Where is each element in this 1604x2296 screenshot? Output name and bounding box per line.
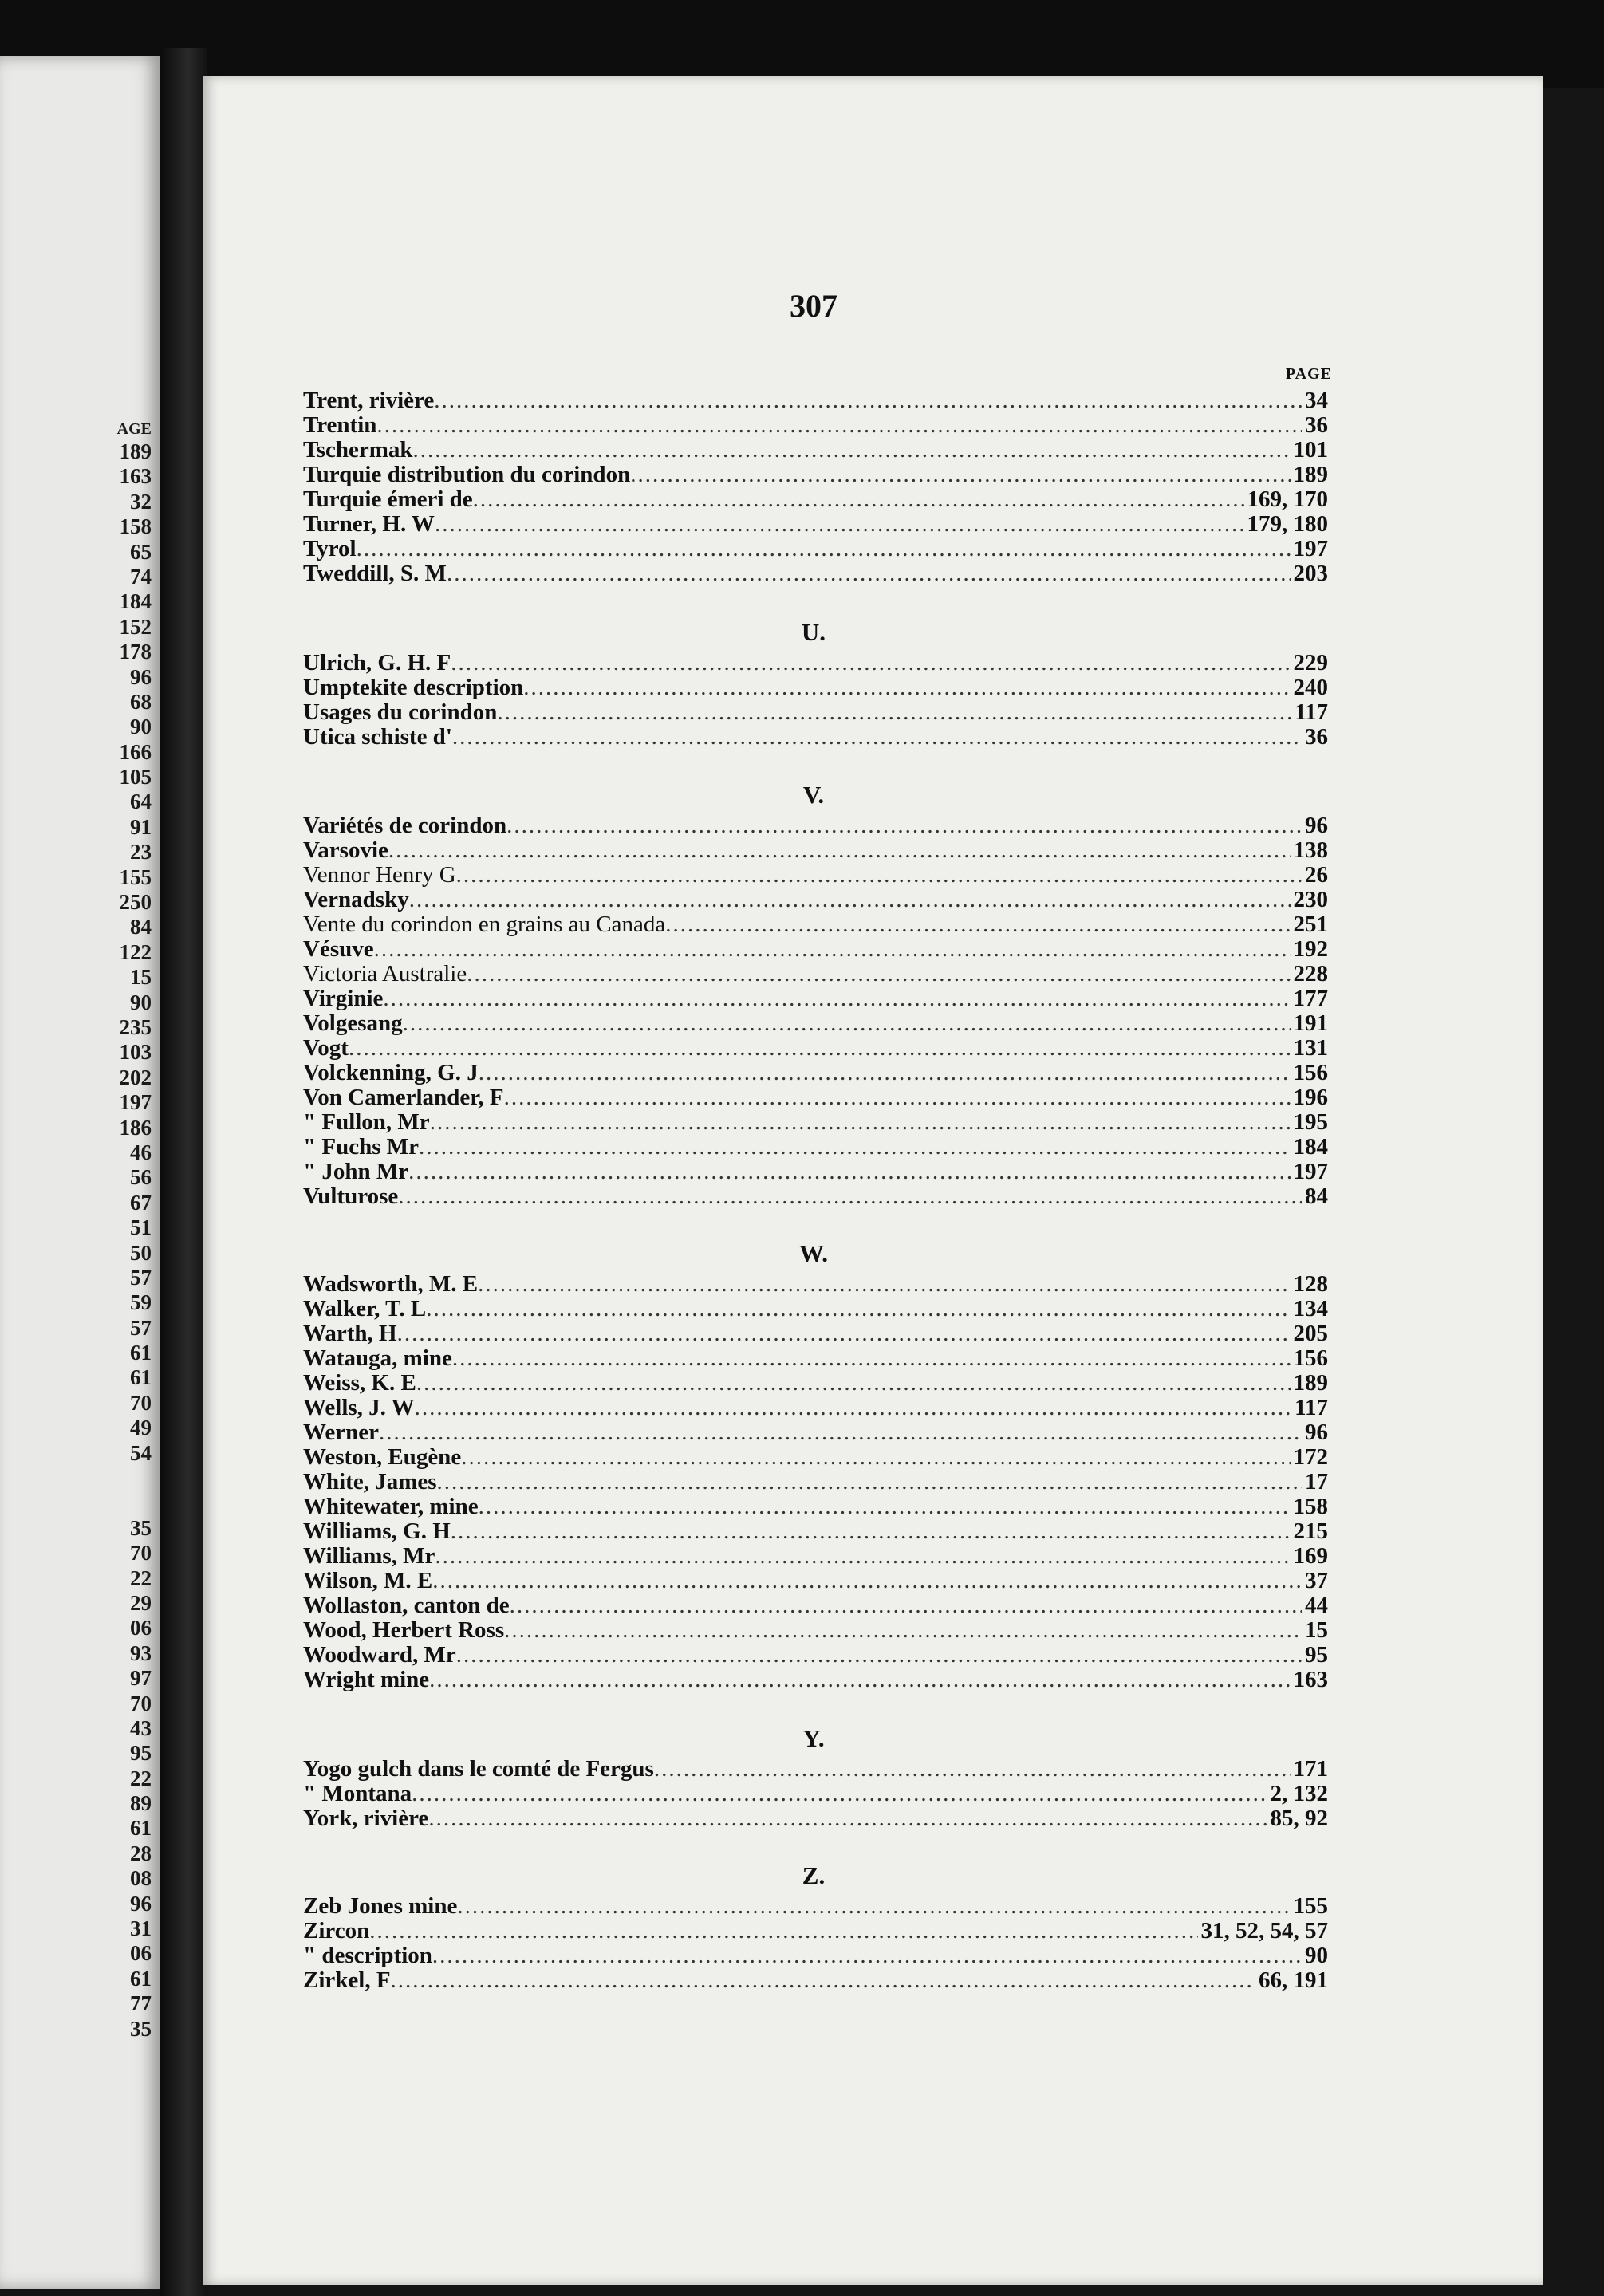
index-entry (303, 937, 1328, 962)
left-page-number: 235 (119, 1014, 152, 1039)
index-entry (303, 1396, 1328, 1420)
left-page-number: 105 (119, 765, 152, 790)
left-page-number: 57 (130, 1265, 152, 1290)
left-page-number: 35 (130, 2016, 152, 2041)
index-entry (303, 1968, 1328, 1993)
left-page-number: 15 (130, 965, 152, 990)
section-letter: U. (801, 618, 826, 646)
entry-page: 156 (1293, 1060, 1328, 1085)
entry-page: 31, 52, 54, 57 (1200, 1918, 1328, 1944)
entry-label: Whitewater, mine (303, 1494, 479, 1519)
entry-page: 36 (1305, 724, 1328, 750)
dot-leader (409, 888, 1291, 912)
entry-label: Vente du corindon en grains au Canada (303, 912, 666, 937)
index-entry (303, 1643, 1328, 1668)
index-entry (303, 561, 1328, 586)
left-page-number: 90 (130, 990, 152, 1014)
dot-leader (397, 1321, 1291, 1346)
entry-page: 169 (1293, 1543, 1328, 1569)
left-page-number: 23 (130, 840, 152, 864)
left-page-number: 22 (130, 1766, 152, 1790)
entry-page: 197 (1293, 536, 1328, 561)
left-page-number: 77 (130, 1991, 152, 2016)
left-page-number: 74 (130, 564, 152, 589)
entry-label: Werner (303, 1420, 380, 1445)
entry-label: Vernadsky (303, 887, 409, 912)
left-page-header: AGE (116, 420, 152, 438)
left-page-number: 189 (119, 439, 152, 463)
entry-page: 156 (1293, 1345, 1328, 1371)
left-page-number: 103 (119, 1040, 152, 1065)
left-page-number: 29 (130, 1590, 152, 1615)
index-entry (303, 1495, 1328, 1519)
index-entry (303, 1011, 1328, 1036)
dot-leader (379, 1420, 1302, 1445)
entry-label: Warth, H (303, 1321, 397, 1346)
left-page-number: 35 (130, 1515, 152, 1540)
index-entry (303, 1160, 1328, 1184)
entry-page: 195 (1293, 1109, 1328, 1135)
index-entry (303, 1894, 1328, 1919)
entry-page: 205 (1293, 1321, 1328, 1346)
dot-leader (467, 962, 1290, 987)
entry-label: Wood, Herbert Ross (303, 1617, 505, 1643)
dot-leader (630, 463, 1290, 487)
dot-leader (497, 700, 1291, 725)
dot-leader (456, 863, 1302, 888)
entry-page: 172 (1293, 1444, 1328, 1470)
entry-label: Trentin (303, 412, 377, 438)
entry-page: 36 (1305, 412, 1328, 438)
entry-page: 163 (1293, 1667, 1328, 1692)
left-page-number: 90 (130, 715, 152, 739)
entry-label: Wells, J. W (303, 1395, 415, 1420)
left-page-number: 68 (130, 689, 152, 714)
entry-label: Variétés de corindon (303, 813, 507, 838)
entry-label: Williams, G. H (303, 1518, 451, 1544)
entry-page: 215 (1293, 1518, 1328, 1544)
dot-leader (506, 813, 1302, 838)
index-entry (303, 962, 1328, 987)
dot-leader (403, 1011, 1291, 1036)
dot-leader (504, 1085, 1291, 1110)
dot-leader (391, 1968, 1255, 1993)
entry-label: Wilson, M. E (303, 1568, 433, 1593)
left-page-number: 91 (130, 814, 152, 839)
entry-page: 2, 132 (1270, 1781, 1328, 1806)
dot-leader (479, 1061, 1291, 1085)
index-entry (303, 1061, 1328, 1085)
index-entry (303, 1782, 1328, 1806)
entry-page: 131 (1293, 1035, 1328, 1061)
left-page-number: 61 (130, 1365, 152, 1390)
left-page-number: 178 (119, 640, 152, 664)
dot-leader (426, 1297, 1290, 1321)
entry-page: 117 (1295, 699, 1328, 725)
dot-leader (434, 388, 1302, 413)
dot-leader (430, 1110, 1291, 1135)
dot-leader (376, 413, 1302, 438)
index-entry (303, 1272, 1328, 1297)
left-page-number: 51 (130, 1215, 152, 1240)
entry-label: Von Camerlander, F (303, 1085, 504, 1110)
entry-label: Zeb Jones mine (303, 1893, 458, 1919)
left-page-number: 32 (130, 489, 152, 514)
left-page-number: 08 (130, 1866, 152, 1891)
dot-leader (383, 987, 1290, 1011)
left-page-number: 70 (130, 1390, 152, 1415)
left-page-number: 96 (130, 1891, 152, 1916)
entry-page: 230 (1293, 887, 1328, 912)
left-page-number: 89 (130, 1791, 152, 1816)
entry-label: Turner, H. W (303, 511, 435, 537)
entry-page: 189 (1293, 462, 1328, 487)
left-page-number: 152 (119, 614, 152, 639)
index-entry (303, 463, 1328, 487)
index-entry (303, 1757, 1328, 1782)
left-page-number: 31 (130, 1916, 152, 1941)
dot-leader (357, 537, 1291, 561)
left-page-number: 49 (130, 1416, 152, 1440)
left-page-number: 56 (130, 1165, 152, 1190)
index-entry (303, 1569, 1328, 1593)
entry-page: 158 (1293, 1494, 1328, 1519)
entry-label: Turquie émeri de (303, 486, 473, 512)
dot-leader (457, 1894, 1290, 1919)
dot-leader (451, 651, 1290, 675)
dot-leader (473, 487, 1244, 512)
entry-label: Vulturose (303, 1183, 399, 1209)
entry-label: Tschermak (303, 437, 413, 463)
dot-leader (452, 1346, 1291, 1371)
left-page-number: 122 (119, 939, 152, 964)
index-entry (303, 912, 1328, 937)
entry-label: Weiss, K. E (303, 1370, 416, 1396)
index-entry (303, 1944, 1328, 1968)
left-page-number: 163 (119, 464, 152, 489)
left-page-number: 46 (130, 1140, 152, 1164)
entry-page: 155 (1293, 1893, 1328, 1919)
dot-leader (478, 1272, 1290, 1297)
left-page-number: 54 (130, 1440, 152, 1465)
entry-page: 228 (1293, 961, 1328, 987)
entry-label: Trent, rivière (303, 388, 435, 413)
entry-label: Utica schiste d' (303, 724, 452, 750)
dot-leader (452, 725, 1302, 750)
left-page-number: 65 (130, 539, 152, 564)
entry-page: 34 (1305, 388, 1328, 413)
index-entry (303, 725, 1328, 750)
left-page-number: 250 (119, 890, 152, 915)
left-page-number: 50 (130, 1240, 152, 1265)
entry-label: " description (303, 1943, 432, 1968)
entry-page: 128 (1293, 1271, 1328, 1297)
index-entry (303, 863, 1328, 888)
section-letter: Z. (802, 1861, 826, 1889)
index-entry (303, 537, 1328, 561)
entry-page: 26 (1305, 862, 1328, 888)
dot-leader (432, 1569, 1302, 1593)
index-entry (303, 1806, 1328, 1831)
index-entry (303, 1135, 1328, 1160)
index-entry (303, 1618, 1328, 1643)
index-entry (303, 1544, 1328, 1569)
left-page-number: 57 (130, 1315, 152, 1340)
entry-page: 96 (1305, 813, 1328, 838)
left-page-number: 61 (130, 1341, 152, 1365)
entry-label: Vésuve (303, 936, 374, 962)
entry-page: 44 (1305, 1593, 1328, 1618)
left-page-number: 06 (130, 1941, 152, 1966)
dot-leader (428, 1806, 1267, 1831)
left-page-number: 61 (130, 1816, 152, 1841)
dot-leader (415, 1396, 1291, 1420)
entry-page: 85, 92 (1270, 1806, 1328, 1831)
left-page-number: 22 (130, 1565, 152, 1590)
entry-page: 196 (1293, 1085, 1328, 1110)
index-entry (303, 1593, 1328, 1618)
index-entry (303, 651, 1328, 675)
entry-label: White, James (303, 1469, 437, 1495)
entry-page: 191 (1293, 1010, 1328, 1036)
section-letter: W. (799, 1239, 828, 1267)
index-entry (303, 1919, 1328, 1944)
left-page-number: 93 (130, 1640, 152, 1665)
index-entry (303, 888, 1328, 912)
dot-leader (369, 1919, 1197, 1944)
left-page-number: 67 (130, 1190, 152, 1215)
entry-label: Zircon (303, 1918, 370, 1944)
dot-leader (429, 1668, 1290, 1692)
index-entry (303, 700, 1328, 725)
entry-label: Wadsworth, M. E (303, 1271, 479, 1297)
index-entry (303, 1297, 1328, 1321)
entry-page: 203 (1293, 561, 1328, 586)
dot-leader (523, 675, 1290, 700)
index-entry (303, 1519, 1328, 1544)
entry-page: 138 (1293, 837, 1328, 863)
index-entry (303, 813, 1328, 838)
entry-label: Watauga, mine (303, 1345, 452, 1371)
entry-page: 15 (1305, 1617, 1328, 1643)
dot-leader (374, 937, 1291, 962)
entry-label: " John Mr (303, 1159, 409, 1184)
left-page-number: 59 (130, 1290, 152, 1315)
entry-page: 84 (1305, 1183, 1328, 1209)
dot-leader (412, 1782, 1267, 1806)
dot-leader (419, 1135, 1291, 1160)
index-entry (303, 512, 1328, 537)
index-entry (303, 487, 1328, 512)
entry-page: 184 (1293, 1134, 1328, 1160)
entry-page: 197 (1293, 1159, 1328, 1184)
entry-label: Wollaston, canton de (303, 1593, 510, 1618)
dot-leader (447, 561, 1291, 586)
dot-leader (388, 838, 1291, 863)
left-page-number: 61 (130, 1966, 152, 1991)
dot-leader (437, 1470, 1302, 1495)
entry-page: 240 (1293, 675, 1328, 700)
left-page-number: 197 (119, 1090, 152, 1115)
entry-label: Tweddill, S. M (303, 561, 447, 586)
entry-page: 169, 170 (1247, 486, 1328, 512)
index-entry (303, 1321, 1328, 1346)
entry-page: 101 (1293, 437, 1328, 463)
entry-page: 171 (1293, 1756, 1328, 1782)
entry-label: Volgesang (303, 1010, 403, 1036)
dot-leader (461, 1445, 1290, 1470)
left-page-number: 64 (130, 790, 152, 814)
left-page-number: 155 (119, 864, 152, 889)
dot-leader (413, 438, 1291, 463)
left-page-number: 97 (130, 1666, 152, 1691)
entry-page: 251 (1293, 912, 1328, 937)
entry-page: 66, 191 (1259, 1967, 1328, 1993)
left-page-number: 95 (130, 1741, 152, 1766)
entry-label: Virginie (303, 986, 384, 1011)
entry-page: 37 (1305, 1568, 1328, 1593)
index-entry (303, 438, 1328, 463)
page-column-header: PAGE (1285, 365, 1332, 383)
index-entry (303, 1184, 1328, 1209)
left-page-number: 96 (130, 664, 152, 689)
index-entry (303, 1036, 1328, 1061)
index-entry (303, 838, 1328, 863)
index-entry (303, 413, 1328, 438)
index-entry (303, 1420, 1328, 1445)
entry-label: Volckenning, G. J (303, 1060, 479, 1085)
index-entry (303, 1470, 1328, 1495)
left-page-number: 166 (119, 739, 152, 764)
entry-label: " Fullon, Mr (303, 1109, 430, 1135)
left-page-number: 06 (130, 1616, 152, 1640)
dot-leader (456, 1643, 1302, 1668)
entry-page: 90 (1305, 1943, 1328, 1968)
dot-leader (416, 1371, 1291, 1396)
index-entry (303, 1371, 1328, 1396)
entry-page: 192 (1293, 936, 1328, 962)
dot-leader (504, 1618, 1302, 1643)
left-page-number: 158 (119, 514, 152, 539)
entry-label: Zirkel, F (303, 1967, 391, 1993)
entry-label: Yogo gulch dans le comté de Fergus (303, 1756, 654, 1782)
entry-label: Umptekite description (303, 675, 524, 700)
dot-leader (408, 1160, 1290, 1184)
entry-label: Ulrich, G. H. F (303, 650, 451, 675)
dot-leader (654, 1757, 1291, 1782)
dot-leader (349, 1036, 1291, 1061)
entry-label: Weston, Eugène (303, 1444, 462, 1470)
entry-page: 17 (1305, 1469, 1328, 1495)
entry-label: Vennor Henry G (303, 862, 456, 888)
index-entry (303, 675, 1328, 700)
entry-label: Victoria Australie (303, 961, 467, 987)
entry-label: Walker, T. L (303, 1296, 427, 1321)
index-entry (303, 1346, 1328, 1371)
index-entry (303, 388, 1328, 413)
entry-label: Turquie distribution du corindon (303, 462, 631, 487)
entry-page: 95 (1305, 1642, 1328, 1668)
left-page-number: 184 (119, 589, 152, 614)
entry-page: 134 (1293, 1296, 1328, 1321)
entry-page: 117 (1295, 1395, 1328, 1420)
entry-label: Williams, Mr (303, 1543, 435, 1569)
left-page-number: 70 (130, 1691, 152, 1715)
index-entry (303, 1445, 1328, 1470)
entry-label: " Montana (303, 1781, 412, 1806)
left-page-number: 70 (130, 1541, 152, 1565)
left-page-number: 84 (130, 915, 152, 939)
entry-page: 177 (1293, 986, 1328, 1011)
page-number: 307 (790, 288, 837, 324)
index-entry (303, 1085, 1328, 1110)
entry-label: Usages du corindon (303, 699, 498, 725)
entry-label: Varsovie (303, 837, 388, 863)
dot-leader (435, 1544, 1290, 1569)
dot-leader (479, 1495, 1291, 1519)
dot-leader (451, 1519, 1291, 1544)
entry-page: 229 (1293, 650, 1328, 675)
entry-label: Vogt (303, 1035, 349, 1061)
dot-leader (510, 1593, 1302, 1618)
dot-leader (432, 1944, 1302, 1968)
dot-leader (665, 912, 1290, 937)
index-entry (303, 987, 1328, 1011)
left-page-number: 186 (119, 1115, 152, 1140)
entry-page: 96 (1305, 1420, 1328, 1445)
left-page-number: 202 (119, 1065, 152, 1089)
entry-label: Woodward, Mr (303, 1642, 456, 1668)
index-entry (303, 1668, 1328, 1692)
entry-label: Wright mine (303, 1667, 430, 1692)
entry-label: York, rivière (303, 1806, 429, 1831)
dot-leader (398, 1184, 1302, 1209)
section-letter: Y. (802, 1724, 825, 1752)
left-page-number: 28 (130, 1841, 152, 1865)
left-page-number: 43 (130, 1715, 152, 1740)
entry-page: 189 (1293, 1370, 1328, 1396)
entry-label: Tyrol (303, 536, 357, 561)
dot-leader (435, 512, 1244, 537)
entry-page: 179, 180 (1247, 511, 1328, 537)
index-entry (303, 1110, 1328, 1135)
entry-label: " Fuchs Mr (303, 1134, 419, 1160)
section-letter: V. (802, 781, 825, 809)
